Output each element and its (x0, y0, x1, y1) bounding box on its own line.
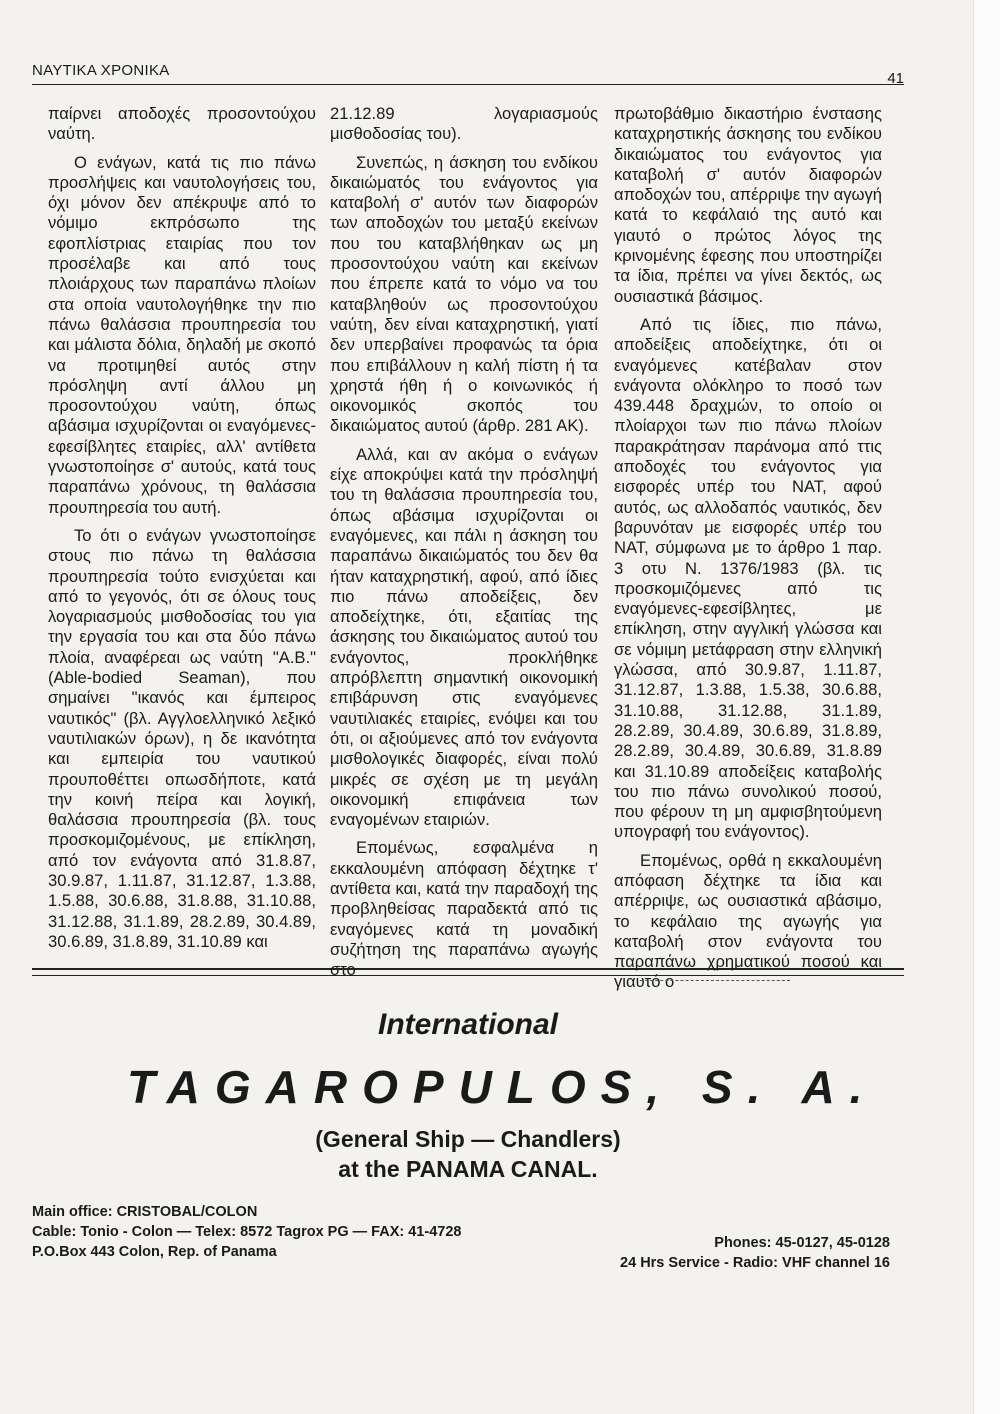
paragraph: Ο ενάγων, κατά τις πιο πάνω προσλήψεις και ναυτολογήσεις του, όχι μόνον δεν απέκρυψε από το νόμιμο εκπρόσωπο της εφοπλίστριας εταιρίας που τον προσέλαβε και από τους πλοιάρχους των παραπάνω πλοίων στα οποία ναυτολογήθηκε την πιο πάνω θαλάσσια προυπηρεσία του και μάλιστα δόλια, δηλαδή με σκοπό να προτιμηθεί αυτός στην πρόσληψη αντί άλλου μη προσοντούχου ναύτη, όπως αβάσιμα ισχυρίζονται οι εναγόμενες-εφεσίβλητες εταιρίες, αλλ' αντίθετα γνωστοποίησε σ' αυτούς, κατά τους παραπάνω χρόνους, τη θαλάσσια προυπηρεσία του αυτή. (48, 152, 316, 517)
text-column-3 (614, 104, 882, 992)
ad-contact-block (32, 1202, 461, 1262)
paragraph: 21.12.89 λογαριασμούς μισθοδοσίας του). (330, 104, 598, 144)
advertisement (32, 990, 904, 1290)
ad-company-name: TAGAROPULOS, S. A. (127, 1061, 878, 1113)
paragraph: Αλλά, και αν ακόμα ο ενάγων είχε αποκρύψει κατά την πρόσληψή του τη θαλάσσια προυπηρεσία του, όπως αβάσιμα ισχυρίζονται οι εναγόμενες, και πάλι η άσκηση του παραπάνω δικαιώματός του δεν θα ήταν καταχρηστική, αφού, από ίδιες πιο πάνω αποδείξεις, δεν αποδείχτηκε, ότι, εξαιτίας της άσκησης του δικαιώματος αυτού του ενάγοντος, προκλήθηκε απρόβλεπτη σημαντική οικονομική επιβάρυνση στις εναγόμενες ναυτιλιακές εταιρίες, ενόψει και του ότι, οι αξιούμενες από τον ενάγοντα μισθολογικές διαφορές, είναι πολύ μικρές σε σχέση με τη μεγάλη οικονομική επιφάνεια των εναγομένων εταιριών. (330, 444, 598, 830)
ad-top-rule (32, 968, 904, 970)
paragraph: Επομένως, εσφαλμένα η εκκαλουμένη απόφαση δέχτηκε τ' αντίθετα και, κατά την παραδοχή της προβληθείσας παραδεκτά από τις εναγόμενες κατά τη μοναδική συζήτηση της παραπάνω αγωγής στο (330, 838, 598, 980)
ad-main-office: Main office: CRISTOBAL/COLON (32, 1204, 258, 1220)
ad-phones: Phones: 45-0127, 45-0128 (714, 1235, 890, 1251)
paragraph: Συνεπώς, η άσκηση του ενδίκου δικαιώματός του ενάγοντος για καταβολή σ' αυτόν των διαφορών των αποδοχών του μεταξύ εκείνων που του καταβλήθηκαν ως μη προσοντούχου ναύτη και εκείνων που έπρεπε κατά το νόμο να του καταβληθούν ως προσοντούχου ναύτη, δεν είναι καταχρηστική, γιατί δεν υπερβαίνει προφανώς τα όρια που επιβάλλουν η καλή πίστη ή τα χρηστά ήθη ή ο κοινωνικός ή οικονομικός σκοπός του δικαιώματος αυτού (άρθρ. 281 ΑΚ). (330, 152, 598, 436)
ad-top-rule-thin (32, 975, 904, 976)
text-column-1 (48, 104, 316, 966)
ad-phone-block (620, 1233, 890, 1273)
paragraph: Επομένως, ορθά η εκκαλουμένη απόφαση δέχτηκε τα ίδια και απέρριψε, ως ουσιαστικά αβάσιμο, το κεφάλαιο της αγωγής για καταβολή στον ενάγοντα του παραπάνω χρηματικού ποσού και γιαυτό ο (614, 850, 882, 992)
scan-mark (640, 980, 790, 987)
journal-title: ΝΑΥΤΙΚΑ ΧΡΟΝΙΚΑ (32, 62, 170, 79)
paragraph: Το ότι ο ενάγων γνωστοποίησε στους πιο πάνω τη θαλάσσια προυπηρεσία τούτο ενισχύεται και από το γεγονός, ότι σε όλους τους λογαριασμούς μισθοδοσίας του για την εργασία του και στα δύο πάνω πλοία, αναφέρεαι ως ναύτη "A.B." (Able-bodied Seaman), που σημαίνει "ικανός και έμπειρος ναυτικός" (βλ. Αγγλοελληνικό λεξικό ναυτιλιακών όρων), η δε ικανότητα και εμπειρία του ναυτικού προυποθέττει οπωσδήποτε, κατά την κοινή πείρα και λογική, θαλάσσια προυπηρεσία (βλ. τους προσκομιζομένους, με επίκληση, από τον ενάγοντα από 31.8.87, 30.9.87, 1.11.87, 31.12.87, 1.3.88, 1.5.88, 30.6.88, 31.8.88, 31.10.88, 31.12.88, 31.1.89, 28.2.89, 30.4.89, 30.6.89, 31.8.89, 31.10.89 και (48, 525, 316, 951)
page-number: 41 (887, 70, 904, 87)
ad-service: 24 Hrs Service - Radio: VHF channel 16 (620, 1255, 890, 1271)
ad-tagline: International (377, 1008, 558, 1041)
ad-cable-telex-fax: Cable: Tonio - Colon — Telex: 8572 Tagrox PG — FAX: 41-4728 (32, 1224, 462, 1240)
text-column-2 (330, 104, 598, 980)
paragraph: πρωτοβάθμιο δικαστήριο ένστασης καταχρηστικής άσκησης του ενδίκου δικαιώματος του ενάγοντος για καταβολή σ' αυτόν διαφορών αποδοχών του, απέρριψε την αγωγή κατά το κεφάλαιό της αυτό και γιαυτό ο πρώτος λόγος της κρινομένης έφεσης που υποστηρίζει τα ίδια, πρέπει να γίνει δεκτός, ως ουσιαστικά βάσιμος. (614, 104, 882, 306)
page-header (32, 62, 904, 85)
ad-pobox: P.O.Box 443 Colon, Rep. of Panama (32, 1244, 277, 1260)
page-edge (973, 0, 1000, 1414)
ad-location: at the PANAMA CANAL. (338, 1156, 598, 1182)
ad-description: (General Ship — Chandlers) (315, 1126, 621, 1152)
paragraph: Από τις ίδιες, πιο πάνω, αποδείξεις αποδείχτηκε, ότι οι εναγόμενες κατέβαλαν στον ενάγοντα ολόκληρο το ποσό των 439.448 δραχμών, το οποίο οι πλοίαρχοι των πιο πάνω πλοίων παρακράτησαν παράνομα από ττις αποδοχές του ενάγοντος για εισφορές υπέρ του ΝΑΤ, αφού αυτός, ως αλλοδαπός ναυτικός, δεν βαρυνόταν με εισφορές υπέρ του ΝΑΤ, σύμφωνα με το άρθρο 1 παρ. 3 οτυ Ν. 1376/1983 (βλ. τις προσκομιζόμενες από τις εναγόμενες-εφεσίβλητες, με επίκληση, στην αγγλική γλώσσα και σε νόμιμη μετάφραση στην ελληνική γλώσσα, από 30.9.87, 1.11.87, 31.12.87, 1.3.88, 1.5.38, 30.6.88, 31.10.88, 31.12.88, 31.1.89, 28.2.89, 30.4.89, 30.6.89, 31.8.89, 28.2.89, 30.4.89, 30.6.89, 31.8.89 και 31.10.89 αποδείξεις καταβολής του πιο πάνω συνολικού ποσού, που φέρουν τη μη αμφισβητούμενη υπογραφή του ενάγοντος). (614, 314, 882, 842)
paragraph: παίρνει αποδοχές προσοντούχου ναύτη. (48, 104, 316, 144)
